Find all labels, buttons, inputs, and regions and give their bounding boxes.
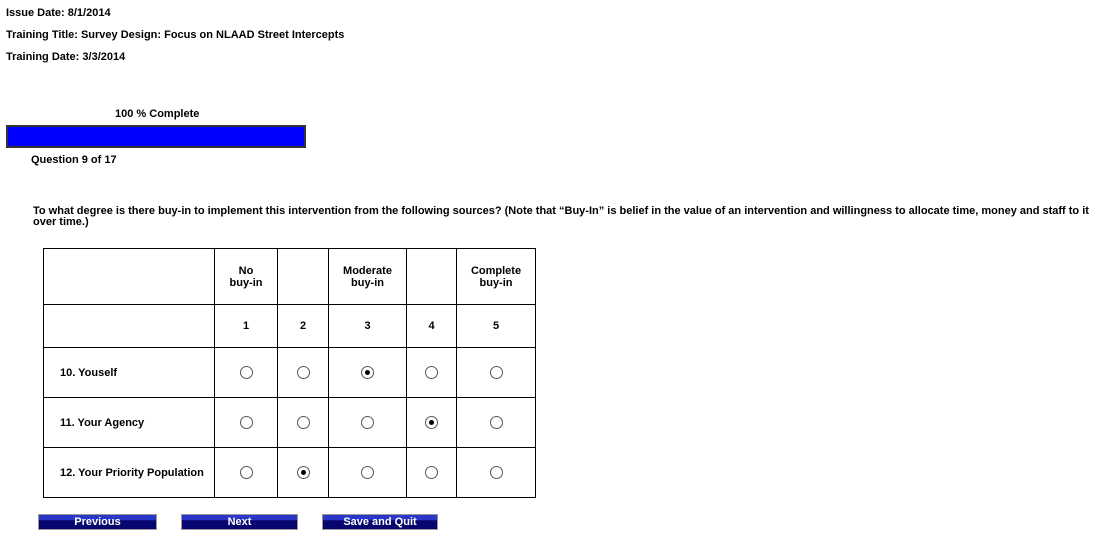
scale-number: 4	[407, 305, 457, 348]
scale-number: 3	[329, 305, 407, 348]
question-row	[44, 348, 536, 398]
scale-number: 1	[215, 305, 278, 348]
radio-option-3[interactable]	[361, 416, 374, 429]
progress-fill	[8, 127, 304, 146]
progress-label: 100 % Complete	[115, 108, 200, 120]
radio-option-3[interactable]	[361, 366, 374, 379]
save-and-quit-button[interactable]: Save and Quit	[322, 514, 438, 530]
radio-option-4[interactable]	[425, 366, 438, 379]
issue-date: Issue Date: 8/1/2014	[6, 7, 111, 19]
training-title: Training Title: Survey Design: Focus on NLAAD Street Intercepts	[6, 29, 345, 41]
question-row	[44, 448, 536, 498]
scale-header-row	[44, 249, 536, 305]
radio-option-3[interactable]	[361, 466, 374, 479]
scale-header: Moderate buy-in	[329, 249, 407, 305]
radio-option-4[interactable]	[425, 416, 438, 429]
scale-number-row	[44, 305, 536, 348]
radio-option-1[interactable]	[240, 466, 253, 479]
row-label: 11. Your Agency	[44, 398, 215, 448]
question-count: Question 9 of 17	[31, 154, 117, 166]
row-label: 12. Your Priority Population	[44, 448, 215, 498]
row-label: 10. Youself	[44, 348, 215, 398]
radio-option-2[interactable]	[297, 366, 310, 379]
radio-option-4[interactable]	[425, 466, 438, 479]
radio-option-2[interactable]	[297, 466, 310, 479]
radio-option-1[interactable]	[240, 366, 253, 379]
radio-option-2[interactable]	[297, 416, 310, 429]
radio-option-5[interactable]	[490, 416, 503, 429]
scale-header: Complete buy-in	[457, 249, 536, 305]
rating-table	[43, 248, 536, 498]
question-row	[44, 398, 536, 448]
next-button[interactable]: Next	[181, 514, 298, 530]
progress-bar	[6, 125, 306, 148]
scale-number: 2	[278, 305, 329, 348]
scale-number: 5	[457, 305, 536, 348]
scale-header: No buy-in	[215, 249, 278, 305]
radio-option-5[interactable]	[490, 466, 503, 479]
training-date: Training Date: 3/3/2014	[6, 51, 126, 63]
radio-option-5[interactable]	[490, 366, 503, 379]
radio-option-1[interactable]	[240, 416, 253, 429]
previous-button[interactable]: Previous	[38, 514, 157, 530]
question-text: To what degree is there buy-in to implement this intervention from the following sources? (Note that “Buy-In” is belief in the value of an intervention and willingness to allocate time, money and staff to it over time.)	[33, 205, 1089, 228]
